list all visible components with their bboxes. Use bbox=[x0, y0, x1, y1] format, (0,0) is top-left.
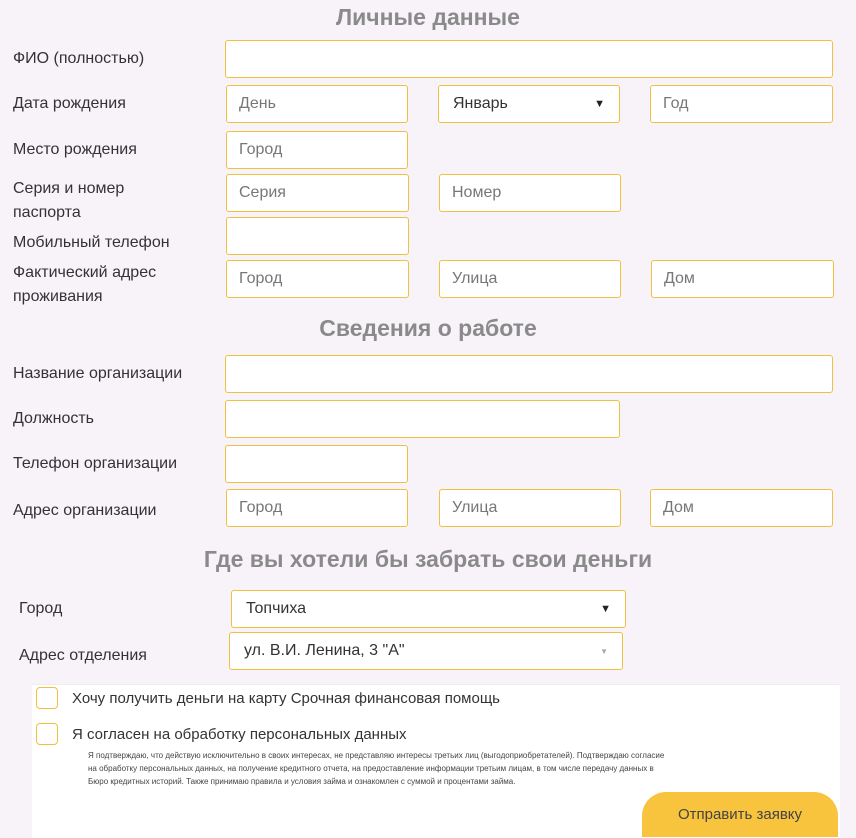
passport-label-line1: Серия и номер bbox=[13, 180, 125, 197]
card-checkbox-label: Хочу получить деньги на карту Срочная финансовая помощь bbox=[72, 690, 500, 707]
org-phone-input[interactable] bbox=[225, 445, 408, 483]
legal-line-3: Бюро кредитных историй. Также принимаю правила и условия займа и ознакомлен с суммой и процентами займа. bbox=[88, 777, 516, 786]
birthplace-label: Место рождения bbox=[13, 141, 137, 158]
passport-label-line2: паспорта bbox=[13, 204, 81, 221]
position-input[interactable] bbox=[225, 400, 620, 438]
birth-date-label: Дата рождения bbox=[13, 95, 126, 112]
legal-line-1: Я подтверждаю, что действую исключительно в своих интересах, не представляю интересы третьих лиц (выгодоприобретателей). Подтверждаю согласие bbox=[88, 751, 665, 760]
passport-number-input[interactable] bbox=[439, 174, 621, 212]
caret-down-icon: ▼ bbox=[594, 98, 605, 110]
branch-label: Адрес отделения bbox=[19, 647, 147, 664]
birth-month-select[interactable] bbox=[438, 85, 620, 123]
personal-data-checkbox-label: Я согласен на обработку персональных данных bbox=[72, 726, 407, 743]
birth-year-input[interactable] bbox=[650, 85, 833, 123]
passport-series-input[interactable] bbox=[226, 174, 409, 212]
caret-down-icon: ▼ bbox=[600, 646, 608, 656]
branch-select[interactable] bbox=[229, 632, 623, 670]
birthplace-input[interactable] bbox=[226, 131, 408, 169]
pickup-city-select[interactable] bbox=[231, 590, 626, 628]
org-phone-label: Телефон организации bbox=[13, 455, 178, 472]
address-street-input[interactable] bbox=[439, 260, 621, 298]
legal-text bbox=[88, 749, 808, 788]
section-title-personal: Личные данные bbox=[336, 4, 520, 30]
section-title-pickup: Где вы хотели бы забрать свои деньги bbox=[203, 546, 653, 572]
caret-down-icon: ▼ bbox=[600, 603, 611, 615]
org-city-input[interactable] bbox=[226, 489, 408, 527]
address-house-input[interactable] bbox=[651, 260, 834, 298]
mobile-label: Мобильный телефон bbox=[13, 234, 170, 251]
org-house-input[interactable] bbox=[650, 489, 833, 527]
personal-data-checkbox[interactable] bbox=[36, 723, 58, 745]
org-name-input[interactable] bbox=[225, 355, 833, 393]
address-city-input[interactable] bbox=[226, 260, 409, 298]
position-label: Должность bbox=[13, 410, 94, 427]
pickup-city-value: Топчиха bbox=[246, 600, 307, 617]
birth-day-input[interactable] bbox=[226, 85, 408, 123]
birth-month-value: Январь bbox=[453, 95, 508, 112]
branch-value: ул. В.И. Ленина, 3 "А" bbox=[244, 642, 405, 659]
submit-button[interactable]: Отправить заявку bbox=[642, 792, 838, 837]
fio-input[interactable] bbox=[225, 40, 833, 78]
org-street-input[interactable] bbox=[439, 489, 621, 527]
mobile-input[interactable] bbox=[226, 217, 409, 255]
fio-label: ФИО (полностью) bbox=[13, 50, 145, 67]
legal-line-2: на обработку персональных данных, на получение кредитного отчета, на предоставление информации третьим лицам, в том числе передачу данных в bbox=[88, 764, 654, 773]
card-checkbox[interactable] bbox=[36, 687, 58, 709]
address-label-line1: Фактический адрес bbox=[13, 264, 157, 281]
section-title-work: Сведения о работе bbox=[319, 315, 537, 341]
pickup-city-label: Город bbox=[19, 600, 63, 617]
address-label-line2: проживания bbox=[13, 288, 103, 305]
org-name-label: Название организации bbox=[13, 365, 183, 382]
org-address-label: Адрес организации bbox=[13, 502, 157, 519]
